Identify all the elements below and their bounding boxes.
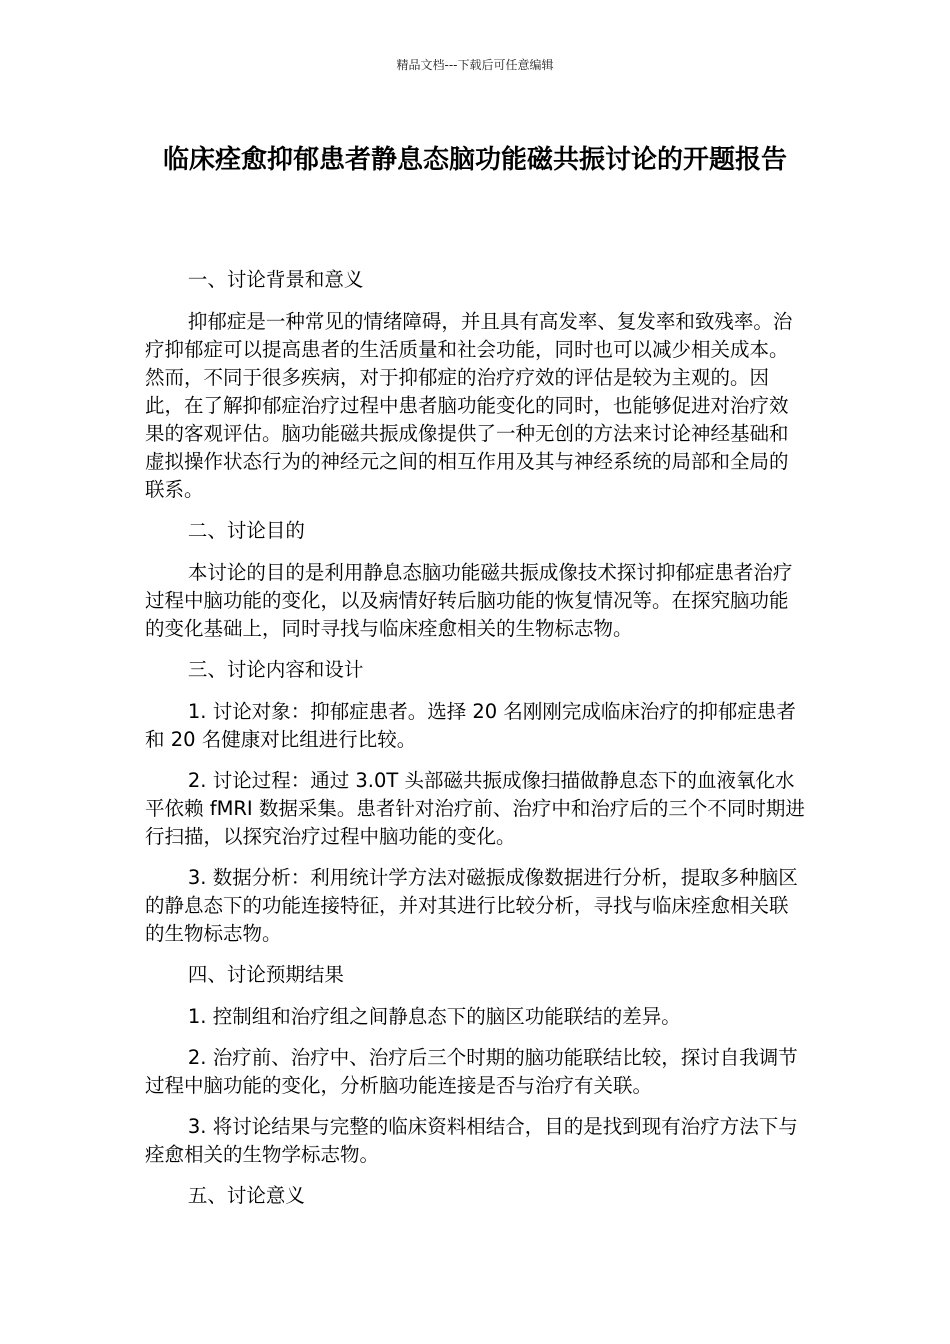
section-heading: 一、讨论背景和意义: [187, 268, 364, 291]
watermark-header: 精品文档---下载后可任意编辑: [396, 58, 554, 72]
section-heading: 四、讨论预期结果: [187, 963, 344, 986]
body-paragraph: 本讨论的目的是利用静息态脑功能磁共振成像技术探讨抑郁症患者治疗过程中脑功能的变化，以及病情好转后脑功能的恢复情况等。在探究脑功能的变化基础上，同时寻找与临床痊愈相关的生物标志物。: [145, 561, 793, 640]
section-heading: 五、讨论意义: [187, 1184, 305, 1207]
list-item-paragraph: 3. 将讨论结果与完整的临床资料相结合，目的是找到现有治疗方法下与痊愈相关的生物学标志物。: [145, 1115, 798, 1166]
list-item-paragraph: 2. 讨论过程：通过 3.0T 头部磁共振成像扫描做静息态下的血液氧化水平依赖 fMRI 数据采集。患者针对治疗前、治疗中和治疗后的三个不同时期进行扫描，以探究治疗过程中脑功能的变化。: [145, 769, 805, 848]
list-item-paragraph: 2. 治疗前、治疗中、治疗后三个时期的脑功能联结比较，探讨自我调节过程中脑功能的变化，分析脑功能连接是否与治疗有关联。: [145, 1046, 798, 1097]
body-paragraph: 抑郁症是一种常见的情绪障碍，并且具有高发率、复发率和致残率。治疗抑郁症可以提高患者的生活质量和社会功能，同时也可以减少相关成本。然而，不同于很多疾病，对于抑郁症的治疗疗效的评估是较为主观的。因此，在了解抑郁症治疗过程中患者脑功能变化的同时，也能够促进对治疗效果的客观评估。脑功能磁共振成像提供了一种无创的方法来讨论神经基础和虚拟操作状态行为的神经元之间的相互作用及其与神经系统的局部和全局的联系。: [145, 310, 793, 501]
list-item-paragraph: 3. 数据分析：利用统计学方法对磁振成像数据进行分析，提取多种脑区的静息态下的功能连接特征，并对其进行比较分析，寻找与临床痊愈相关联的生物标志物。: [145, 866, 798, 945]
list-item-paragraph: 1. 控制组和治疗组之间静息态下的脑区功能联结的差异。: [187, 1005, 681, 1028]
document-body: [145, 266, 807, 1224]
list-item-paragraph: 1. 讨论对象：抑郁症患者。选择 20 名刚刚完成临床治疗的抑郁症患者和 20 名健康对比组进行比较。: [145, 700, 796, 751]
section-heading: 二、讨论目的: [187, 519, 305, 542]
section-heading: 三、讨论内容和设计: [187, 658, 364, 681]
document-title: 临床痊愈抑郁患者静息态脑功能磁共振讨论的开题报告: [162, 145, 787, 175]
